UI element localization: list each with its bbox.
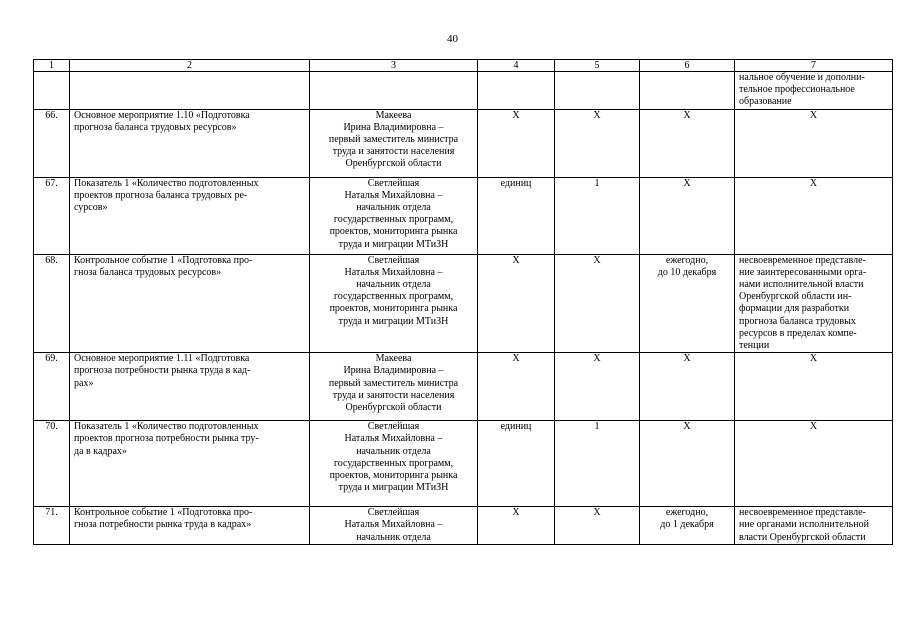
table-row	[34, 507, 893, 545]
responsible-person: Макеева Ирина Владимировна – первый заместитель министра труда и занятости населения Оренбургской области	[310, 109, 478, 177]
row-number: 71.	[34, 507, 70, 545]
column-number: 1	[34, 60, 70, 72]
unit-of-measure: единиц	[478, 177, 555, 254]
page-number: 40	[447, 33, 458, 45]
consequences: несвоевременное представле- ние заинтересованными орга- нами исполнительной власти Оренбургской области ин- формации для разработки прогноза баланса трудовых ресурсов в пределах компе- тенции	[735, 254, 893, 353]
responsible-person: Светлейшая Наталья Михайловна – начальник отдела государственных программ, проектов, мониторинга рынка труда и миграции МТиЗН	[310, 421, 478, 507]
column-number: 2	[70, 60, 310, 72]
deadline: ежегодно, до 1 декабря	[640, 507, 735, 545]
unit-of-measure: Х	[478, 109, 555, 177]
deadline: Х	[640, 109, 735, 177]
row-number: 66.	[34, 109, 70, 177]
indicator-value: 1	[555, 421, 640, 507]
consequences: несвоевременное представле- ние органами исполнительной власти Оренбургской области	[735, 507, 893, 545]
responsible-person: Светлейшая Наталья Михайловна – начальник отдела государственных программ, проектов, мониторинга рынка труда и миграции МТиЗН	[310, 177, 478, 254]
unit-of-measure: Х	[478, 507, 555, 545]
consequences: Х	[735, 421, 893, 507]
column-number: 3	[310, 60, 478, 72]
indicator-value: Х	[555, 254, 640, 353]
responsible-person: Макеева Ирина Владимировна – первый заместитель министра труда и занятости населения Оренбургской области	[310, 353, 478, 421]
deadline: Х	[640, 353, 735, 421]
plan-table	[33, 59, 893, 545]
row-number: 68.	[34, 254, 70, 353]
event-name: Показатель 1 «Количество подготовленных проектов прогноза баланса трудовых ре- сурсов»	[70, 177, 310, 254]
indicator-value: Х	[555, 507, 640, 545]
column-numbers-row	[34, 60, 893, 72]
column-number: 7	[735, 60, 893, 72]
responsible-person: Светлейшая Наталья Михайловна – начальник отдела	[310, 507, 478, 545]
consequences: Х	[735, 353, 893, 421]
table-row	[34, 421, 893, 507]
event-name: Основное мероприятие 1.10 «Подготовка прогноза баланса трудовых ресурсов»	[70, 109, 310, 177]
consequences: Х	[735, 109, 893, 177]
deadline: Х	[640, 421, 735, 507]
deadline: Х	[640, 177, 735, 254]
event-name: Контрольное событие 1 «Подготовка про- гноза потребности рынка труда в кадрах»	[70, 507, 310, 545]
row-number: 67.	[34, 177, 70, 254]
column-number: 6	[640, 60, 735, 72]
unit-of-measure: единиц	[478, 421, 555, 507]
indicator-value: Х	[555, 353, 640, 421]
deadline: ежегодно, до 10 декабря	[640, 254, 735, 353]
indicator-value: 1	[555, 177, 640, 254]
row-number: 70.	[34, 421, 70, 507]
event-name: Показатель 1 «Количество подготовленных проектов прогноза потребности рынка тру- да в кадрах»	[70, 421, 310, 507]
event-name: Основное мероприятие 1.11 «Подготовка прогноза потребности рынка труда в кад- рах»	[70, 353, 310, 421]
column-number: 5	[555, 60, 640, 72]
continuation-row	[34, 72, 893, 110]
table-row	[34, 177, 893, 254]
continuation-text: нальное обучение и дополни- тельное профессиональное образование	[735, 72, 893, 110]
indicator-value: Х	[555, 109, 640, 177]
table-row	[34, 109, 893, 177]
column-number: 4	[478, 60, 555, 72]
unit-of-measure: Х	[478, 254, 555, 353]
table-row	[34, 254, 893, 353]
event-name: Контрольное событие 1 «Подготовка про- гноза баланса трудовых ресурсов»	[70, 254, 310, 353]
consequences: Х	[735, 177, 893, 254]
unit-of-measure: Х	[478, 353, 555, 421]
table-row	[34, 353, 893, 421]
responsible-person: Светлейшая Наталья Михайловна – начальник отдела государственных программ, проектов, мониторинга рынка труда и миграции МТиЗН	[310, 254, 478, 353]
row-number: 69.	[34, 353, 70, 421]
